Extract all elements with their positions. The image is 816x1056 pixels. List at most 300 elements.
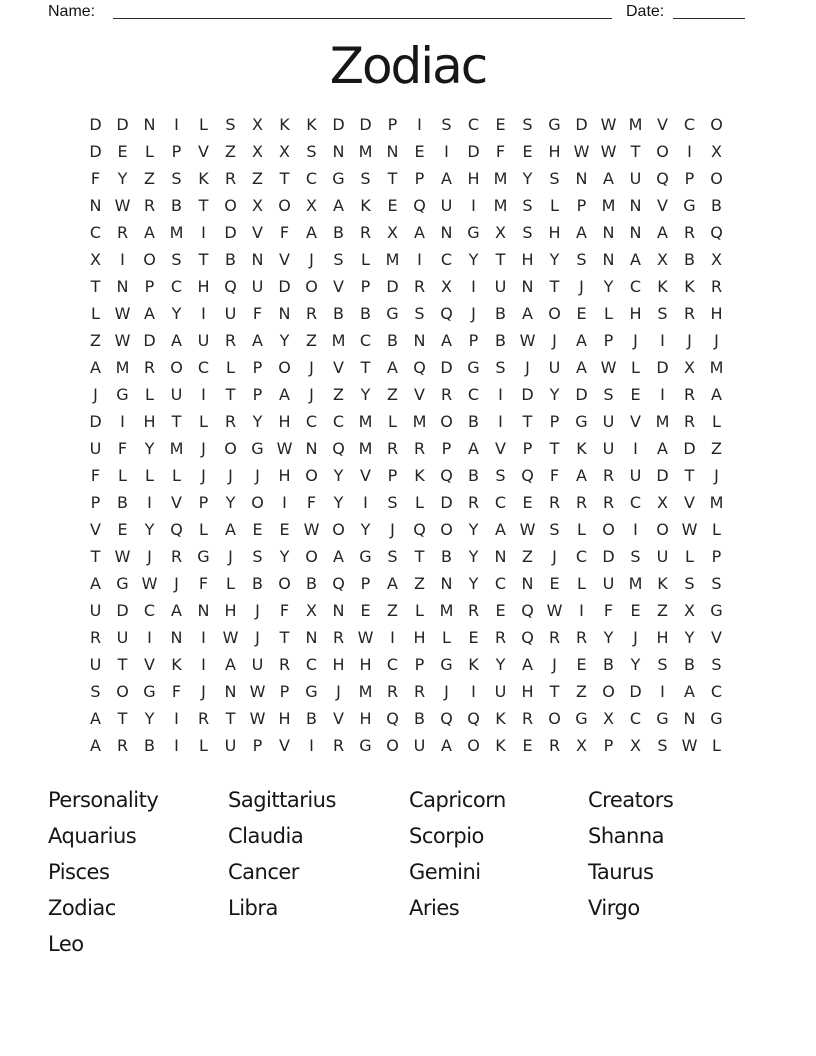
grid-letter: G [332, 169, 345, 188]
grid-letter: P [468, 331, 479, 350]
grid-letter: C [467, 115, 480, 134]
grid-letter: F [252, 304, 263, 323]
grid-letter: I [120, 250, 125, 269]
grid-letter: R [683, 223, 696, 242]
grid-letter: S [495, 466, 506, 485]
grid-letter: P [252, 358, 263, 377]
grid-letter: J [687, 331, 692, 350]
grid-letter: L [712, 412, 721, 431]
grid-letter: A [279, 385, 290, 404]
grid-letter: Q [170, 520, 183, 539]
grid-letter: A [711, 385, 722, 404]
grid-letter: Q [413, 520, 426, 539]
grid-letter: V [279, 736, 290, 755]
grid-letter: O [251, 493, 264, 512]
grid-letter: C [683, 115, 696, 134]
grid-letter: B [252, 574, 263, 593]
grid-letter: E [522, 493, 533, 512]
grid-letter: W [600, 115, 617, 134]
grid-letter: Q [332, 574, 345, 593]
grid-letter: L [145, 466, 154, 485]
word-list-item: Aquarius [48, 824, 137, 848]
grid-letter: C [710, 682, 723, 701]
grid-letter: F [279, 601, 290, 620]
grid-letter: W [222, 628, 239, 647]
grid-letter: S [711, 655, 722, 674]
grid-letter: U [89, 439, 102, 458]
grid-letter: B [414, 709, 425, 728]
grid-letter: J [552, 655, 557, 674]
grid-letter: W [600, 358, 617, 377]
grid-letter: Y [603, 277, 614, 296]
grid-letter: M [358, 142, 373, 161]
grid-letter: D [629, 682, 642, 701]
grid-letter: K [171, 655, 182, 674]
grid-letter: I [444, 142, 449, 161]
grid-letter: O [305, 466, 318, 485]
grid-letter: U [656, 547, 669, 566]
grid-letter: R [494, 628, 507, 647]
grid-letter: J [714, 331, 719, 350]
grid-letter: E [495, 115, 506, 134]
grid-letter: S [387, 493, 398, 512]
grid-letter: E [117, 520, 128, 539]
grid-letter: Y [279, 547, 290, 566]
grid-letter: G [143, 682, 156, 701]
grid-letter: C [197, 358, 210, 377]
grid-letter: X [90, 250, 101, 269]
grid-letter: V [495, 439, 506, 458]
grid-letter: C [305, 169, 318, 188]
grid-letter: F [306, 493, 317, 512]
grid-letter: X [441, 277, 452, 296]
grid-letter: F [117, 439, 128, 458]
grid-letter: Q [386, 709, 399, 728]
grid-letter: I [471, 277, 476, 296]
grid-letter: B [495, 304, 506, 323]
grid-letter: T [549, 439, 560, 458]
word-list-item: Capricorn [409, 788, 506, 812]
grid-letter: I [417, 115, 422, 134]
word-list-item: Cancer [228, 860, 299, 884]
grid-letter: P [252, 385, 263, 404]
grid-letter: Z [333, 385, 344, 404]
grid-letter: U [548, 358, 561, 377]
grid-letter: Y [468, 250, 479, 269]
grid-letter: M [628, 115, 643, 134]
grid-letter: W [573, 142, 590, 161]
grid-letter: V [414, 385, 425, 404]
grid-letter: Y [468, 574, 479, 593]
grid-letter: V [90, 520, 101, 539]
grid-letter: R [575, 628, 588, 647]
grid-letter: H [278, 709, 291, 728]
grid-letter: O [710, 115, 723, 134]
grid-letter: U [602, 439, 615, 458]
grid-letter: B [171, 196, 182, 215]
grid-letter: J [93, 385, 98, 404]
grid-letter: B [117, 493, 128, 512]
grid-letter: A [225, 520, 236, 539]
grid-letter: R [575, 493, 588, 512]
grid-letter: D [224, 223, 237, 242]
grid-letter: C [89, 223, 102, 242]
grid-letter: L [631, 358, 640, 377]
grid-letter: V [279, 250, 290, 269]
grid-letter: R [683, 304, 696, 323]
grid-letter: O [710, 169, 723, 188]
grid-letter: L [199, 115, 208, 134]
grid-letter: Z [306, 331, 317, 350]
word-list-item: Zodiac [48, 896, 116, 920]
grid-letter: Z [657, 601, 668, 620]
grid-letter: U [494, 277, 507, 296]
grid-letter: A [684, 682, 695, 701]
grid-letter: B [387, 331, 398, 350]
grid-letter: U [224, 304, 237, 323]
grid-letter: N [170, 628, 183, 647]
grid-letter: L [361, 250, 370, 269]
grid-letter: C [332, 412, 345, 431]
grid-letter: I [363, 493, 368, 512]
grid-letter: B [306, 709, 317, 728]
grid-letter: O [386, 736, 399, 755]
grid-letter: X [684, 601, 695, 620]
grid-letter: R [278, 655, 291, 674]
grid-letter: Y [468, 520, 479, 539]
word-list-item: Aries [409, 896, 460, 920]
grid-letter: R [413, 682, 426, 701]
grid-letter: X [306, 601, 317, 620]
grid-letter: X [495, 223, 506, 242]
grid-letter: A [90, 574, 101, 593]
grid-letter: S [549, 169, 560, 188]
grid-letter: T [495, 250, 506, 269]
grid-letter: U [170, 385, 183, 404]
grid-letter: Q [224, 277, 237, 296]
grid-letter: Y [603, 628, 614, 647]
grid-letter: T [414, 547, 425, 566]
grid-letter: S [549, 520, 560, 539]
grid-letter: S [684, 574, 695, 593]
grid-letter: W [276, 439, 293, 458]
grid-letter: R [413, 439, 426, 458]
word-list-item: Creators [588, 788, 674, 812]
grid-letter: N [575, 169, 588, 188]
grid-letter: U [629, 169, 642, 188]
grid-letter: A [306, 223, 317, 242]
grid-letter: G [305, 682, 318, 701]
grid-letter: U [629, 466, 642, 485]
grid-letter: D [521, 385, 534, 404]
grid-letter: K [306, 115, 317, 134]
grid-letter: M [115, 358, 130, 377]
grid-letter: I [579, 601, 584, 620]
grid-letter: W [114, 304, 131, 323]
word-search-grid [82, 111, 730, 759]
grid-letter: R [548, 493, 561, 512]
grid-letter: S [657, 736, 668, 755]
grid-letter: X [387, 223, 398, 242]
grid-letter: N [521, 574, 534, 593]
grid-letter: Y [522, 169, 533, 188]
grid-letter: P [576, 196, 587, 215]
grid-letter: S [360, 169, 371, 188]
grid-letter: Q [656, 169, 669, 188]
grid-letter: O [224, 439, 237, 458]
grid-letter: P [171, 142, 182, 161]
grid-letter: N [413, 331, 426, 350]
grid-letter: A [603, 169, 614, 188]
word-list-item: Taurus [588, 860, 654, 884]
grid-letter: H [521, 682, 534, 701]
grid-letter: V [630, 412, 641, 431]
grid-letter: B [144, 736, 155, 755]
grid-letter: H [278, 466, 291, 485]
grid-letter: H [548, 223, 561, 242]
grid-letter: J [201, 466, 206, 485]
grid-letter: N [386, 142, 399, 161]
grid-letter: T [630, 142, 641, 161]
grid-letter: M [169, 439, 184, 458]
grid-letter: I [498, 385, 503, 404]
grid-letter: J [336, 682, 341, 701]
grid-letter: Z [90, 331, 101, 350]
grid-letter: J [714, 466, 719, 485]
word-list-item: Pisces [48, 860, 110, 884]
grid-letter: J [633, 628, 638, 647]
grid-letter: U [224, 736, 237, 755]
grid-letter: V [171, 493, 182, 512]
grid-letter: Q [521, 601, 534, 620]
grid-letter: Y [279, 331, 290, 350]
grid-letter: G [440, 655, 453, 674]
grid-letter: D [656, 358, 669, 377]
grid-letter: U [494, 682, 507, 701]
grid-letter: A [576, 358, 587, 377]
grid-letter: A [441, 169, 452, 188]
grid-letter: R [332, 736, 345, 755]
grid-letter: Z [144, 169, 155, 188]
grid-letter: P [603, 331, 614, 350]
grid-letter: Q [413, 196, 426, 215]
grid-letter: B [360, 304, 371, 323]
grid-letter: R [143, 196, 156, 215]
grid-letter: K [468, 655, 479, 674]
grid-letter: L [226, 358, 235, 377]
grid-letter: I [201, 628, 206, 647]
grid-letter: C [494, 574, 507, 593]
grid-letter: A [468, 439, 479, 458]
grid-letter: S [657, 655, 668, 674]
grid-letter: C [575, 547, 588, 566]
grid-letter: I [309, 736, 314, 755]
grid-letter: S [90, 682, 101, 701]
grid-letter: S [306, 142, 317, 161]
grid-letter: M [358, 439, 373, 458]
grid-letter: V [657, 196, 668, 215]
grid-letter: N [602, 250, 615, 269]
word-list-item: Personality [48, 788, 159, 812]
grid-letter: I [471, 682, 476, 701]
grid-letter: X [630, 736, 641, 755]
grid-letter: P [360, 574, 371, 593]
grid-letter: K [360, 196, 371, 215]
grid-letter: N [440, 223, 453, 242]
grid-letter: L [712, 520, 721, 539]
grid-letter: E [630, 385, 641, 404]
grid-letter: G [467, 358, 480, 377]
grid-letter: M [412, 412, 427, 431]
grid-letter: N [332, 142, 345, 161]
grid-letter: P [90, 493, 101, 512]
grid-letter: I [120, 412, 125, 431]
grid-letter: G [251, 439, 264, 458]
grid-letter: G [683, 196, 696, 215]
grid-letter: A [387, 574, 398, 593]
grid-letter: B [333, 304, 344, 323]
grid-letter: O [548, 304, 561, 323]
grid-letter: J [147, 547, 152, 566]
grid-letter: I [147, 493, 152, 512]
grid-letter: E [468, 628, 479, 647]
grid-letter: A [522, 655, 533, 674]
grid-letter: A [441, 736, 452, 755]
grid-letter: Z [522, 547, 533, 566]
grid-letter: W [681, 736, 698, 755]
word-list-item: Scorpio [409, 824, 484, 848]
grid-letter: C [629, 709, 642, 728]
grid-letter: I [687, 142, 692, 161]
grid-letter: L [577, 520, 586, 539]
grid-letter: D [359, 115, 372, 134]
grid-letter: Y [549, 385, 560, 404]
grid-letter: N [89, 196, 102, 215]
grid-letter: U [89, 601, 102, 620]
grid-letter: W [249, 682, 266, 701]
grid-letter: E [630, 601, 641, 620]
grid-letter: Y [549, 250, 560, 269]
grid-letter: Z [252, 169, 263, 188]
grid-letter: Q [440, 304, 453, 323]
grid-letter: Z [387, 601, 398, 620]
grid-letter: G [359, 736, 372, 755]
grid-letter: Z [414, 574, 425, 593]
word-list-item: Sagittarius [228, 788, 336, 812]
grid-letter: T [90, 547, 101, 566]
grid-letter: Z [711, 439, 722, 458]
grid-letter: A [90, 358, 101, 377]
grid-letter: U [89, 655, 102, 674]
grid-letter: O [602, 682, 615, 701]
grid-letter: Y [144, 439, 155, 458]
grid-letter: O [305, 547, 318, 566]
grid-letter: Z [225, 142, 236, 161]
grid-letter: V [333, 358, 344, 377]
grid-letter: F [90, 169, 101, 188]
grid-letter: A [90, 736, 101, 755]
grid-letter: H [359, 655, 372, 674]
grid-letter: C [467, 385, 480, 404]
grid-letter: L [415, 493, 424, 512]
grid-letter: L [442, 628, 451, 647]
grid-letter: U [197, 331, 210, 350]
grid-letter: N [683, 709, 696, 728]
grid-letter: N [197, 601, 210, 620]
grid-letter: Y [684, 628, 695, 647]
grid-letter: F [603, 601, 614, 620]
grid-letter: V [711, 628, 722, 647]
grid-letter: I [174, 709, 179, 728]
grid-letter: C [143, 601, 156, 620]
grid-letter: G [575, 412, 588, 431]
grid-letter: K [684, 277, 695, 296]
grid-letter: U [116, 628, 129, 647]
grid-letter: M [601, 196, 616, 215]
grid-letter: W [249, 709, 266, 728]
grid-letter: L [199, 520, 208, 539]
grid-letter: L [388, 412, 397, 431]
grid-letter: D [278, 277, 291, 296]
grid-letter: R [89, 628, 102, 647]
grid-letter: X [252, 142, 263, 161]
grid-letter: E [414, 142, 425, 161]
grid-letter: B [495, 331, 506, 350]
grid-letter: J [309, 250, 314, 269]
grid-letter: F [171, 682, 182, 701]
grid-letter: T [549, 277, 560, 296]
grid-letter: S [414, 304, 425, 323]
grid-letter: C [629, 493, 642, 512]
grid-letter: Y [225, 493, 236, 512]
grid-letter: L [226, 574, 235, 593]
grid-letter: S [387, 547, 398, 566]
grid-letter: G [467, 223, 480, 242]
grid-letter: S [576, 250, 587, 269]
grid-letter: E [279, 520, 290, 539]
word-list-column [48, 782, 158, 962]
grid-letter: N [494, 547, 507, 566]
grid-letter: A [630, 250, 641, 269]
grid-letter: A [333, 196, 344, 215]
grid-letter: M [493, 196, 508, 215]
grid-letter: W [114, 196, 131, 215]
grid-letter: F [549, 466, 560, 485]
grid-letter: H [521, 250, 534, 269]
grid-letter: N [521, 277, 534, 296]
grid-letter: N [224, 682, 237, 701]
grid-letter: T [225, 385, 236, 404]
grid-letter: P [603, 736, 614, 755]
grid-letter: V [252, 223, 263, 242]
grid-letter: T [171, 412, 182, 431]
grid-letter: X [279, 142, 290, 161]
grid-letter: W [114, 547, 131, 566]
grid-letter: R [170, 547, 183, 566]
grid-letter: O [332, 520, 345, 539]
grid-letter: S [171, 169, 182, 188]
grid-letter: D [683, 439, 696, 458]
grid-letter: X [711, 250, 722, 269]
grid-letter: I [174, 115, 179, 134]
grid-letter: B [684, 655, 695, 674]
grid-letter: L [550, 196, 559, 215]
word-list [0, 782, 816, 972]
grid-letter: A [441, 331, 452, 350]
grid-letter: Y [495, 655, 506, 674]
grid-letter: N [629, 223, 642, 242]
grid-letter: M [385, 250, 400, 269]
